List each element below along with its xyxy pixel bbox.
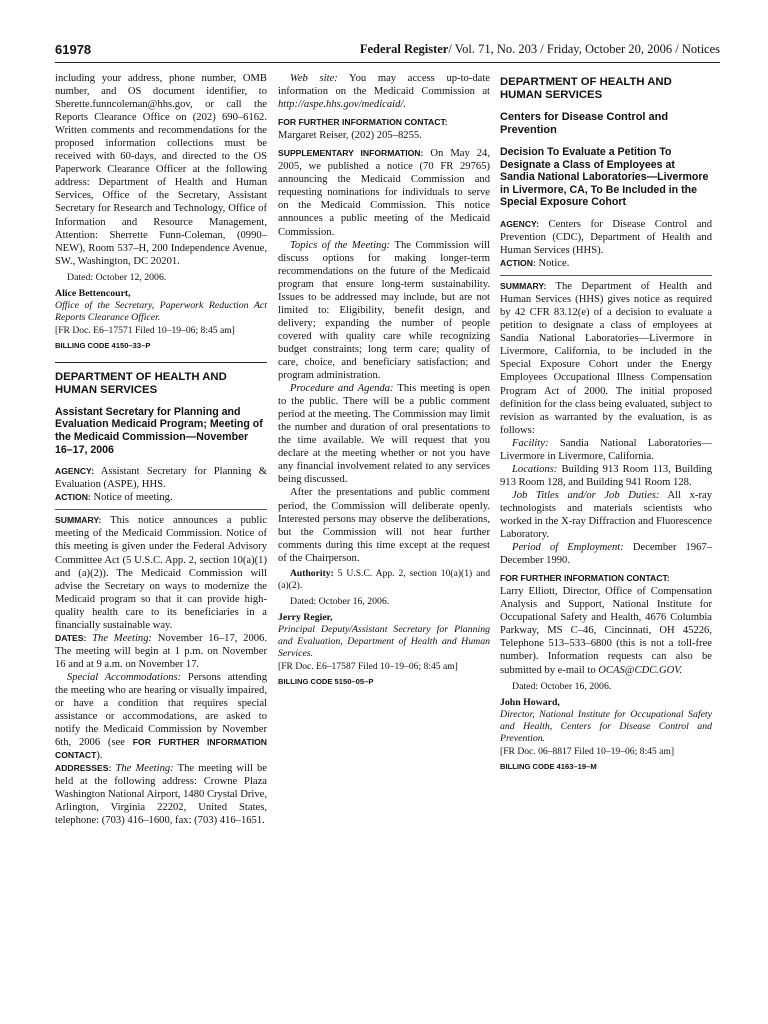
dated-line: Dated: October 16, 2006.: [290, 595, 390, 607]
action-text: Notice of meeting.: [93, 492, 173, 504]
supplementary-label: SUPPLEMENTARY INFORMATION:: [278, 148, 424, 159]
fr-doc-line: [FR Doc. E6–17571 Filed 10–19–06; 8:45 am]: [55, 324, 235, 336]
facility-italic: Facility:: [512, 437, 549, 449]
column-1: [55, 72, 267, 827]
period-italic: Period of Employment:: [512, 542, 624, 554]
agency-label: AGENCY:: [55, 466, 94, 477]
supplementary-text: On May 24, 2005, we published a notice (70 FR 29765) announcing the Medicaid Commission and requesting nominations for individuals to serve on the Medicaid Commission. This notice announces a public meeting of the Medicaid Commission.: [278, 148, 490, 238]
publication-name: Federal Register: [359, 42, 449, 56]
summary-text: The Department of Health and Human Services (HHS) gives notice as required by 42 CFR 83.12(e) of a decision to evaluate a petition to designate a class of employees at Sandia National Laboratories—Livermore in Livermore, California, to be included in the Special Exposure Cohort under the Energy Employees Occupational Illness Compensation Program Act of 2000. The initial proposed definition for the class being evaluated, subject to revision as warranted by the evaluation, is as follows:: [500, 281, 712, 436]
department-heading: DEPARTMENT OF HEALTH AND HUMAN SERVICES: [500, 76, 672, 101]
notice-subject: Assistant Secretary for Planning and Evaluation Medicaid Program; Meeting of the Medicaid Commission—November 16–17, 2006: [55, 405, 263, 456]
fr-doc-line: [FR Doc. 06–8817 Filed 10–19–06; 8:45 am]: [500, 745, 675, 757]
dated-line: Dated: October 12, 2006.: [67, 271, 167, 283]
topics-text: The Commission will discuss options for making longer-term recommendations on the future of the Medicaid program that ensure long-term sustainability. Issues to be addressed may include, but are not limited to: Eligibility, benefit design, and delivery; expanding the number of people covered with quality care while recognizing budget constraints; long term care; quality of care, choice, and beneficiary satisfaction; and program administration.: [278, 239, 490, 382]
contact-label: FOR FURTHER INFORMATION CONTACT:: [500, 573, 670, 584]
signer-name: Jerry Regier,: [278, 611, 333, 623]
addresses-italic: The Meeting:: [115, 763, 174, 775]
summary-label: SUMMARY:: [55, 515, 102, 526]
addresses-label: ADDRESSES:: [55, 763, 112, 774]
column-2: [278, 72, 490, 688]
authority-label: Authority:: [290, 567, 334, 579]
section-divider: [55, 362, 267, 363]
website-link[interactable]: http://aspe.hhs.gov/medicaid/.: [278, 99, 406, 111]
special-text: Persons attending the meeting who are hearing or visually impaired, or have a condition that requires special assistance or accommodations, are asked to notify the Medicaid Commission by November 6th, 2006 (see: [55, 671, 268, 749]
dated-line: Dated: October 16, 2006.: [512, 680, 612, 692]
header-rule: [55, 62, 720, 63]
billing-code: BILLING CODE 4150–33–P: [55, 340, 151, 350]
fr-doc-line: [FR Doc. E6–17587 Filed 10–19–06; 8:45 am]: [278, 660, 458, 672]
header-citation: [360, 42, 720, 57]
department-heading: DEPARTMENT OF HEALTH AND HUMAN SERVICES: [55, 370, 227, 396]
procedure-italic: Procedure and Agenda:: [290, 383, 394, 395]
paragraph: including your address, phone number, OMB number, and OS document identifier, to Sherette.funncoleman@hhs.gov, or call the Reports Clearance Office on (202) 690–6162. Written comments and recommendations for the proposed information collections must be received with 60-days, and directed to the OS Paperwork Clearance Officer at the following address: Department of Health and Human Services, Office of the Secretary, Assistant Secretary for Research and Technology, Office of Information and Resource Management, Attention: Sherrette Funn-Coleman, (0990–NEW), Room 537–H, 200 Independence Avenue, SW., Washington, DC 20201.: [55, 73, 267, 267]
locations-italic: Locations:: [512, 463, 558, 475]
agency-heading: Centers for Disease Control and Prevention: [500, 111, 669, 136]
authority-text: 5 U.S.C. App. 2, section 10(a)(1) and (a)(2).: [278, 567, 490, 591]
action-text: Notice.: [538, 258, 570, 270]
summary-label: SUMMARY:: [500, 281, 547, 292]
signer-title: Director, National Institute for Occupational Safety and Health, Centers for Disease Control and Prevention.: [500, 708, 712, 744]
after-paragraph: After the presentations and public comment period, the Commission will deliberate openly. Interested persons may observe the deliberations, but the Commission will not hear further comments during this time except at the request of the Chairperson.: [278, 487, 490, 564]
jobs-text: All x-ray technologists and materials scientists who worked in the X-ray Diffraction and Fluorescence Laboratory.: [500, 489, 712, 541]
contact-email-link[interactable]: OCAS@CDC.GOV.: [598, 664, 682, 676]
column-3: [500, 76, 712, 773]
procedure-text: This meeting is open to the public. There will be a public comment period at the meeting. The Commission may limit the number and duration of oral presentations to the time available. We will request that you declare at the meeting whether or not you have any financial involvement related to any services being discussed.: [278, 383, 490, 486]
period-text: December 1967–December 1990.: [500, 542, 712, 567]
signer-name: John Howard,: [500, 696, 560, 708]
website-italic: Web site:: [290, 73, 338, 84]
summary-text: This notice announces a public meeting of the Medicaid Commission. Notice of this meeting is given under the Federal Advisory Committee Act (5 U.S.C. App. 2, section 10(a)(1) and (a)(2)). The Medicaid Commission will advise the Secretary on ways to modernize the Medicaid program so that it can provide high-quality health care to its beneficiaries in a financially sustainable way.: [55, 515, 267, 631]
billing-code: BILLING CODE 4163–19–M: [500, 761, 597, 771]
issue-info: / Vol. 71, No. 203 / Friday, October 20, 2006 / Notices: [448, 42, 720, 56]
divider: [500, 275, 712, 276]
topics-italic: Topics of the Meeting:: [290, 239, 391, 251]
billing-code: BILLING CODE 5150–05–P: [278, 676, 374, 686]
agency-text: Assistant Secretary for Planning & Evaluation (ASPE), HHS.: [55, 466, 267, 491]
locations-text: Building 913 Room 113, Building 913 Room 128, and Building 941 Room 128.: [500, 463, 712, 488]
running-header: [55, 42, 720, 60]
divider: [55, 509, 267, 510]
contact-label: FOR FURTHER INFORMATION CONTACT:: [278, 117, 448, 128]
agency-label: AGENCY:: [500, 218, 539, 229]
action-label: ACTION:: [500, 258, 536, 269]
contact-text: Margaret Reiser, (202) 205–8255.: [278, 130, 422, 142]
addresses-text: The meeting will be held at the following address: Crowne Plaza Washington National Airport, 1480 Crystal Drive, Arlington, Virginia 22202, United States, telephone: (703) 416–1600, fax: (703) 416–1651.: [55, 763, 267, 827]
agency-text: Centers for Disease Control and Prevention (CDC), Department of Health and Human Services (HHS).: [500, 218, 713, 257]
action-label: ACTION:: [55, 492, 91, 503]
dates-label: DATES:: [55, 632, 87, 643]
jobs-italic: Job Titles and/or Job Duties:: [512, 489, 660, 501]
special-italic: Special Accommodations:: [67, 671, 182, 683]
special-end: ).: [96, 750, 103, 762]
dates-text: November 16–17, 2006. The meeting will begin at 1 p.m. on November 16 and at 9 a.m. on November 17.: [55, 632, 267, 670]
signer-title: Principal Deputy/Assistant Secretary for Planning and Evaluation, Department of Health and Human Services.: [278, 623, 490, 659]
notice-subject: Decision To Evaluate a Petition To Designate a Class of Employees at Sandia National Laboratories—Livermore in Livermore, CA, To Be Included in the Special Exposure Cohort: [500, 146, 709, 209]
dates-italic: The Meeting:: [92, 632, 153, 644]
page-number: 61978: [55, 42, 92, 57]
signer-title: Office of the Secretary, Paperwork Reduction Act Reports Clearance Officer.: [55, 299, 267, 323]
facility-text: Sandia National Laboratories—Livermore in Livermore, California.: [500, 437, 712, 462]
website-text: You may access up-to-date information on the Medicaid Commission at: [278, 73, 490, 98]
special-ref: FOR FURTHER INFORMATION CONTACT: [55, 737, 267, 761]
contact-text: Larry Elliott, Director, Office of Compensation Analysis and Support, National Institute for Occupational Safety and Health, 4676 Columbia Parkway, MS C–46, Cincinnati, OH 45226, Telephone 513–533–6800 (this is not a toll-free number). Information requests can also be submitted by e-mail to: [500, 586, 712, 676]
signer-name: Alice Bettencourt,: [55, 287, 131, 299]
